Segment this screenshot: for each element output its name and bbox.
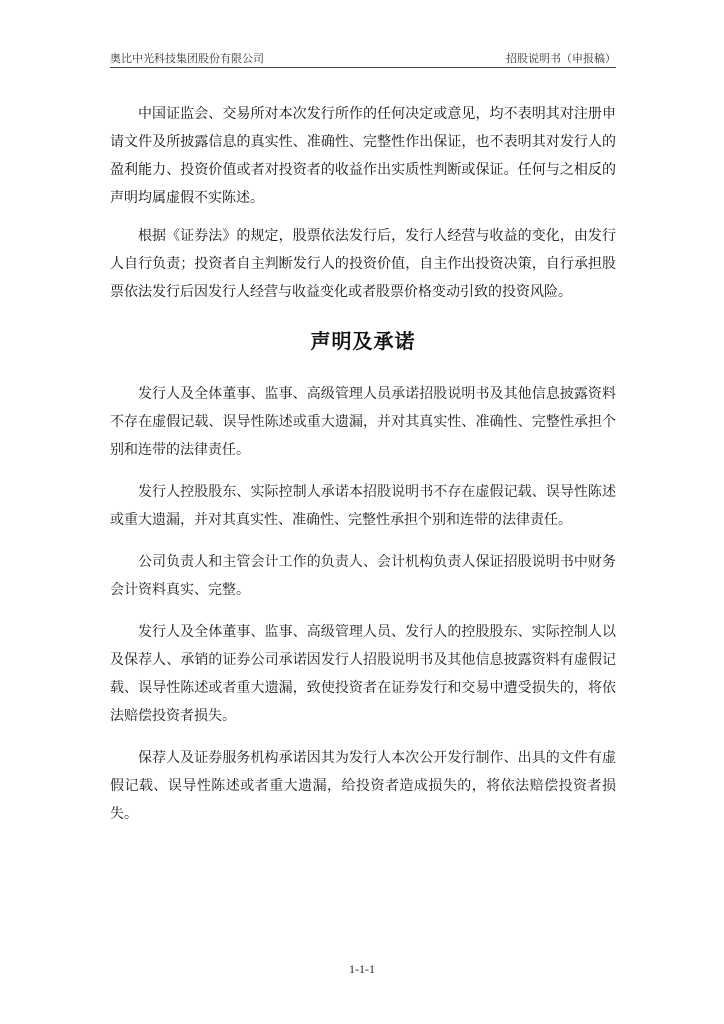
statement-paragraph: 发行人及全体董事、监事、高级管理人员、发行人的控股股东、实际控制人以及保荐人、承销的证券公司承诺因发行人招股说明书及其他信息披露资料有虚假记载、误导性陈述或者重大遗漏，致使投资者在证券发行和交易中遭受损失的，将依法赔偿投资者损失。 [110,624,616,724]
statement-paragraph: 发行人及全体董事、监事、高级管理人员承诺招股说明书及其他信息披露资料不存在虚假记载、误导性陈述或重大遗漏，并对其真实性、准确性、完整性承担个别和连带的法律责任。 [110,386,616,458]
statement-paragraph: 发行人控股股东、实际控制人承诺本招股说明书不存在虚假记载、误导性陈述或重大遗漏，并对其真实性、准确性、完整性承担个别和连带的法律责任。 [110,484,616,528]
page-number: 1-1-1 [349,962,375,976]
section-title: 声明及承诺 [310,329,416,353]
regulatory-notice [110,100,616,306]
statement-paragraph: 保荐人及证券服务机构承诺因其为发行人本次公开发行制作、出具的文件有虚假记载、误导性陈述或者重大遗漏，给投资者造成损失的，将依法赔偿投资者损失。 [110,750,616,822]
header-document-title: 招股说明书（申报稿） [506,52,616,65]
notice-paragraph: 中国证监会、交易所对本次发行所作的任何决定或意见，均不表明其对注册申请文件及所披露信息的真实性、准确性、完整性作出保证，也不表明其对发行人的盈利能力、投资价值或者对投资者的收益作出实质性判断或保证。任何与之相反的声明均属虚假不实陈述。 [110,106,616,206]
header-company-name: 奥比中光科技集团股份有限公司 [110,52,264,65]
notice-paragraph: 根据《证券法》的规定，股票依法发行后，发行人经营与收益的变化，由发行人自行负责；投资者自主判断发行人的投资价值，自主作出投资决策，自行承担股票依法发行后因发行人经营与收益变化或者股票价格变动引致的投资风险。 [110,228,616,300]
statement-paragraph: 公司负责人和主管会计工作的负责人、会计机构负责人保证招股说明书中财务会计资料真实、完整。 [110,554,616,598]
header-divider [110,67,616,68]
page-header [110,52,616,66]
page-body [110,100,616,842]
statements-section [110,380,616,828]
